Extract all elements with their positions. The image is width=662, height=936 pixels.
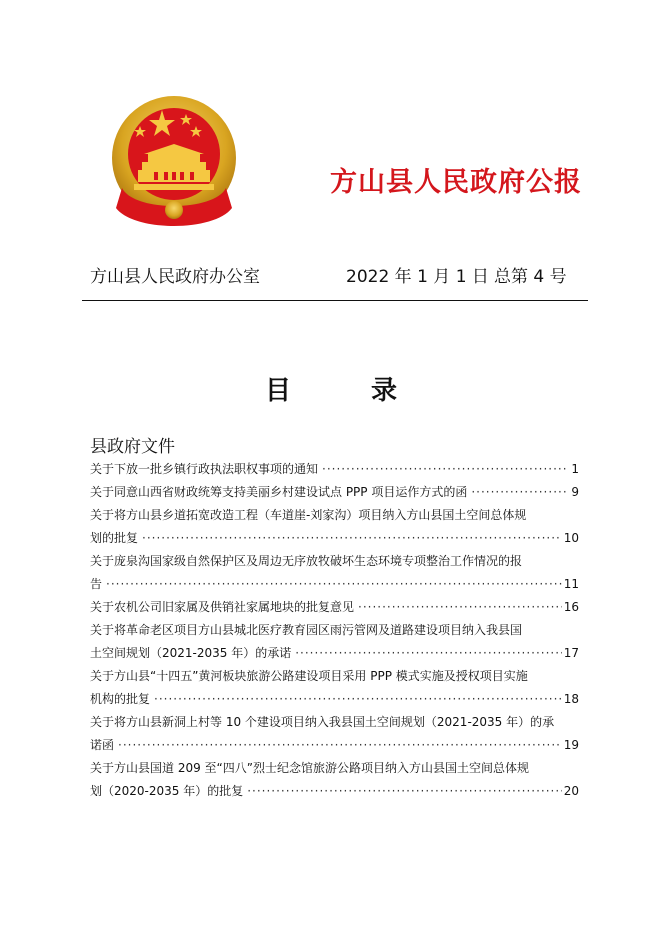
- leader-dots: [154, 688, 562, 711]
- toc-entry[interactable]: [90, 711, 579, 757]
- toc-entry-title: 关于将方山县新洞上村等 10 个建设项目纳入我县国土空间规划（2021-2035 年）的承: [90, 715, 555, 729]
- toc-heading: [0, 370, 662, 407]
- issuer-name: 方山县人民政府办公室: [90, 267, 260, 287]
- toc-entry[interactable]: [90, 757, 579, 803]
- toc-entry-page: 10: [563, 531, 579, 545]
- header-divider: [82, 300, 588, 301]
- issue-date: 2022 年 1 月 1 日: [346, 267, 489, 287]
- toc-entry-title-cont: 划的批复: [90, 531, 139, 545]
- toc-entry[interactable]: [90, 665, 579, 711]
- toc-entry-title-cont: 划（2020-2035 年）的批复: [90, 784, 244, 798]
- leader-dots: [295, 642, 561, 665]
- gazette-title: 方山县人民政府公报: [330, 167, 582, 198]
- section-title: 县政府文件: [90, 437, 175, 457]
- toc-entry[interactable]: [90, 458, 579, 481]
- toc-entry[interactable]: [90, 550, 579, 596]
- toc-list: [90, 458, 579, 803]
- leader-dots: [106, 573, 562, 596]
- leader-dots: [322, 458, 567, 481]
- leader-dots: [471, 481, 567, 504]
- toc-entry[interactable]: [90, 596, 579, 619]
- toc-entry-page: 9: [571, 485, 579, 499]
- toc-entry-title: 关于农机公司旧家属及供销社家属地块的批复意见: [90, 600, 355, 614]
- toc-heading-right: 录: [371, 376, 398, 406]
- toc-entry[interactable]: [90, 481, 579, 504]
- toc-entry-page: 20: [563, 784, 579, 798]
- issue-number: 总第 4 号: [494, 267, 567, 287]
- toc-entry-title: 关于将革命老区项目方山县城北医疗教育园区雨污管网及道路建设项目纳入我县国: [90, 623, 523, 637]
- toc-entry-title-cont: 告: [90, 577, 103, 591]
- toc-entry-title: 关于同意山西省财政统筹支持美丽乡村建设试点 PPP 项目运作方式的函: [90, 485, 468, 499]
- leader-dots: [247, 780, 561, 803]
- toc-entry-page: 16: [563, 600, 579, 614]
- toc-entry-page: 17: [563, 646, 579, 660]
- toc-heading-left: 目: [264, 376, 291, 406]
- national-emblem-icon: [104, 92, 244, 232]
- toc-entry-title: 关于方山县国道 209 至“四八”烈士纪念馆旅游公路项目纳入方山县国土空间总体规: [90, 761, 529, 775]
- toc-entry-title: 关于方山县“十四五”黄河板块旅游公路建设项目采用 PPP 模式实施及授权项目实施: [90, 669, 528, 683]
- toc-entry-title: 关于庞泉沟国家级自然保护区及周边无序放牧破坏生态环境专项整治工作情况的报: [90, 554, 523, 568]
- toc-entry[interactable]: [90, 504, 579, 550]
- toc-entry-page: 11: [563, 577, 579, 591]
- toc-entry[interactable]: [90, 619, 579, 665]
- toc-entry-page: 1: [571, 462, 579, 476]
- leader-dots: [118, 734, 562, 757]
- leader-dots: [358, 596, 562, 619]
- leader-dots: [142, 527, 562, 550]
- toc-entry-title-cont: 诺函: [90, 738, 115, 752]
- toc-entry-page: 19: [563, 738, 579, 752]
- toc-entry-title-cont: 机构的批复: [90, 692, 151, 706]
- toc-entry-title: 关于下放一批乡镇行政执法职权事项的通知: [90, 462, 319, 476]
- toc-entry-page: 18: [563, 692, 579, 706]
- toc-entry-title-cont: 土空间规划（2021-2035 年）的承诺: [90, 646, 292, 660]
- toc-entry-title: 关于将方山县乡道拓宽改造工程（车道崖-刘家沟）项目纳入方山县国土空间总体规: [90, 508, 527, 522]
